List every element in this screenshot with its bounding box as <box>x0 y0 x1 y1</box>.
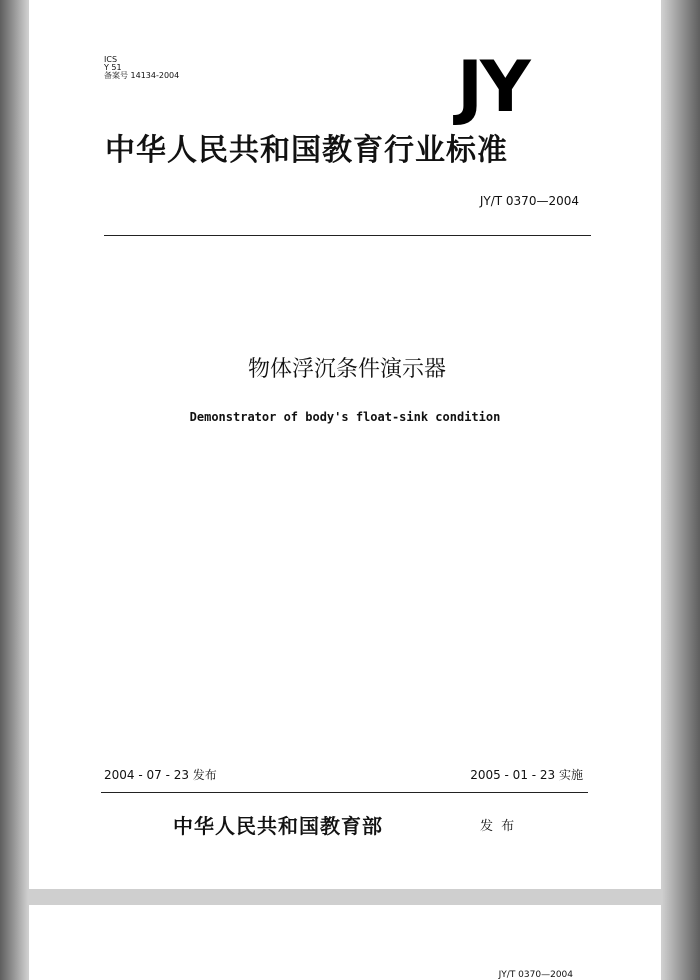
document-page-2 <box>29 905 661 980</box>
standard-number: JY/T 0370—2004 <box>479 194 579 208</box>
publish-date: 2004 - 07 - 23 发布 <box>104 768 217 782</box>
issuer-suffix: 发 布 <box>480 819 517 834</box>
jy-logo: JY <box>457 46 528 128</box>
document-title-en: Demonstrator of body's float-sink condition <box>189 410 501 424</box>
filing-number: 备案号 14134-2004 <box>104 71 180 80</box>
footer-divider <box>101 792 588 793</box>
page-header-number: JY/T 0370—2004 <box>498 970 573 980</box>
classification-code: Y 51 <box>104 63 122 72</box>
document-title-cn: 物体浮沉条件演示器 <box>247 357 446 382</box>
document-page-1 <box>29 0 661 889</box>
standard-title: 中华人民共和国教育行业标准 <box>105 133 508 168</box>
issuer-name: 中华人民共和国教育部 <box>173 814 383 838</box>
implement-date: 2005 - 01 - 23 实施 <box>470 768 583 782</box>
header-divider <box>104 235 591 236</box>
ics-label: ICS <box>104 55 118 64</box>
